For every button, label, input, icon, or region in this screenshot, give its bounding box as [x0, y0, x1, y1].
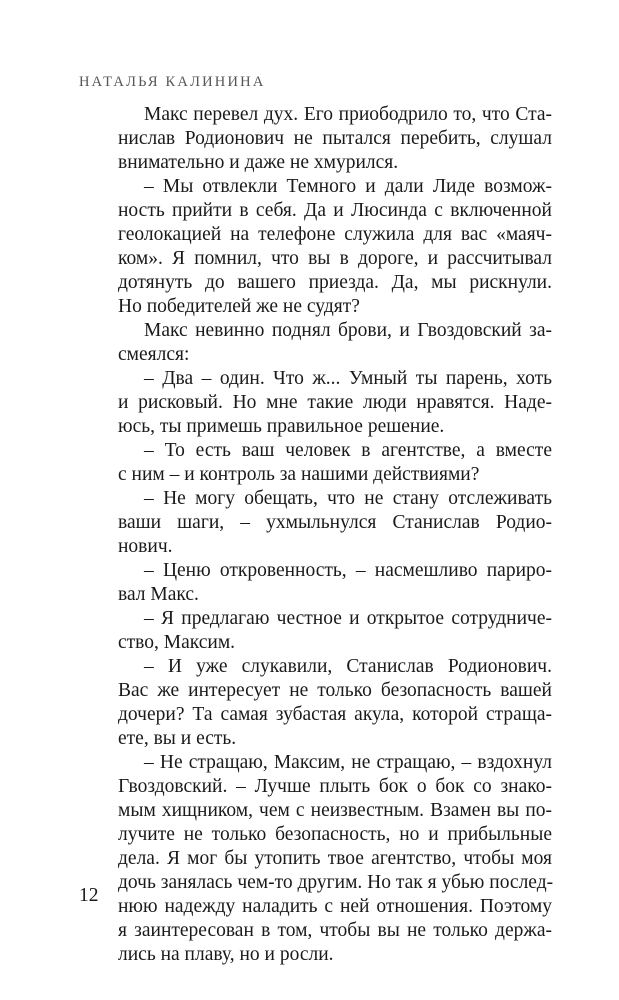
text-line: – Два – один. Что ж... Умный ты парень, хоть — [144, 368, 552, 389]
text-line: внимательно и даже не хмурился. — [118, 152, 399, 173]
text-line: – Не могу обещать, что не стану отслеживать — [144, 488, 552, 509]
text-line: – Я предлагаю честное и открытое сотрудниче- — [144, 608, 552, 629]
text-line: – То есть ваш человек в агентстве, а вместе — [144, 440, 552, 461]
text-line: Вас же интересует не только безопасность вашей — [118, 680, 552, 701]
text-line: Но победителей же не судят? — [118, 296, 360, 317]
text-line: мым хищником, чем с неизвестным. Взамен вы по- — [118, 800, 552, 821]
text-line: ете, вы и есть. — [118, 728, 237, 749]
text-line: дочери? Та самая зубастая акула, которой стращa- — [118, 704, 552, 725]
text-line: юсь, ты примешь правильное решение. — [118, 416, 445, 437]
text-line: смеялся: — [118, 344, 190, 365]
text-line: Гвоздовский. – Лучше плыть бок о бок со знако- — [118, 776, 552, 797]
text-line: лучите не только безопасность, но и прибыльные — [118, 824, 552, 845]
text-line: Макс перевел дух. Его приободрило то, что Ста- — [144, 104, 552, 125]
text-line: – Не стращаю, Максим, не стращаю, – вздохнул — [144, 752, 552, 773]
text-line: – И уже слукавили, Станислав Родионович. — [144, 656, 552, 677]
running-head-author: НАТАЛЬЯ КАЛИНИНА — [79, 74, 266, 90]
text-line: и рисковый. Но мне такие люди нравятся. Наде- — [118, 392, 552, 413]
text-line: нович. — [118, 536, 173, 557]
text-line: вал Макс. — [118, 584, 199, 605]
text-line: ком». Я помнил, что вы в дороге, и рассчитывал — [118, 248, 552, 269]
text-line: дочь занялась чем-то другим. Но так я убью послед- — [118, 872, 554, 893]
text-line: нюю надежду наладить с ней отношения. Поэтому — [118, 896, 552, 917]
text-line: нислав Родионович не пытался перебить, слушал — [118, 128, 552, 149]
text-line: ство, Максим. — [118, 632, 236, 653]
body-text — [118, 103, 552, 967]
text-line: лись на плаву, но и росли. — [118, 944, 334, 965]
text-line: – Ценю откровенность, – насмешливо париро- — [144, 560, 552, 581]
page-number: 12 — [79, 885, 99, 906]
text-line: я заинтересован в том, чтобы вы не только держа- — [118, 920, 552, 941]
text-line: ваши шаги, – ухмыльнулся Станислав Родио- — [118, 512, 552, 533]
text-line: Макс невинно поднял брови, и Гвоздовский за- — [144, 320, 552, 341]
text-line: ность прийти в себя. Да и Люсинда с включенной — [118, 200, 552, 221]
text-line: дотянуть до вашего приезда. Да, мы рискнули. — [118, 272, 552, 293]
text-line: с ним – и контроль за нашими действиями? — [118, 464, 480, 485]
text-line: геолокацией на телефоне служила для вас «маяч- — [118, 224, 552, 245]
text-line: – Мы отвлекли Темного и дали Лиде возмож- — [144, 176, 552, 197]
text-line: дела. Я мог бы утопить твое агентство, чтобы моя — [118, 848, 552, 869]
